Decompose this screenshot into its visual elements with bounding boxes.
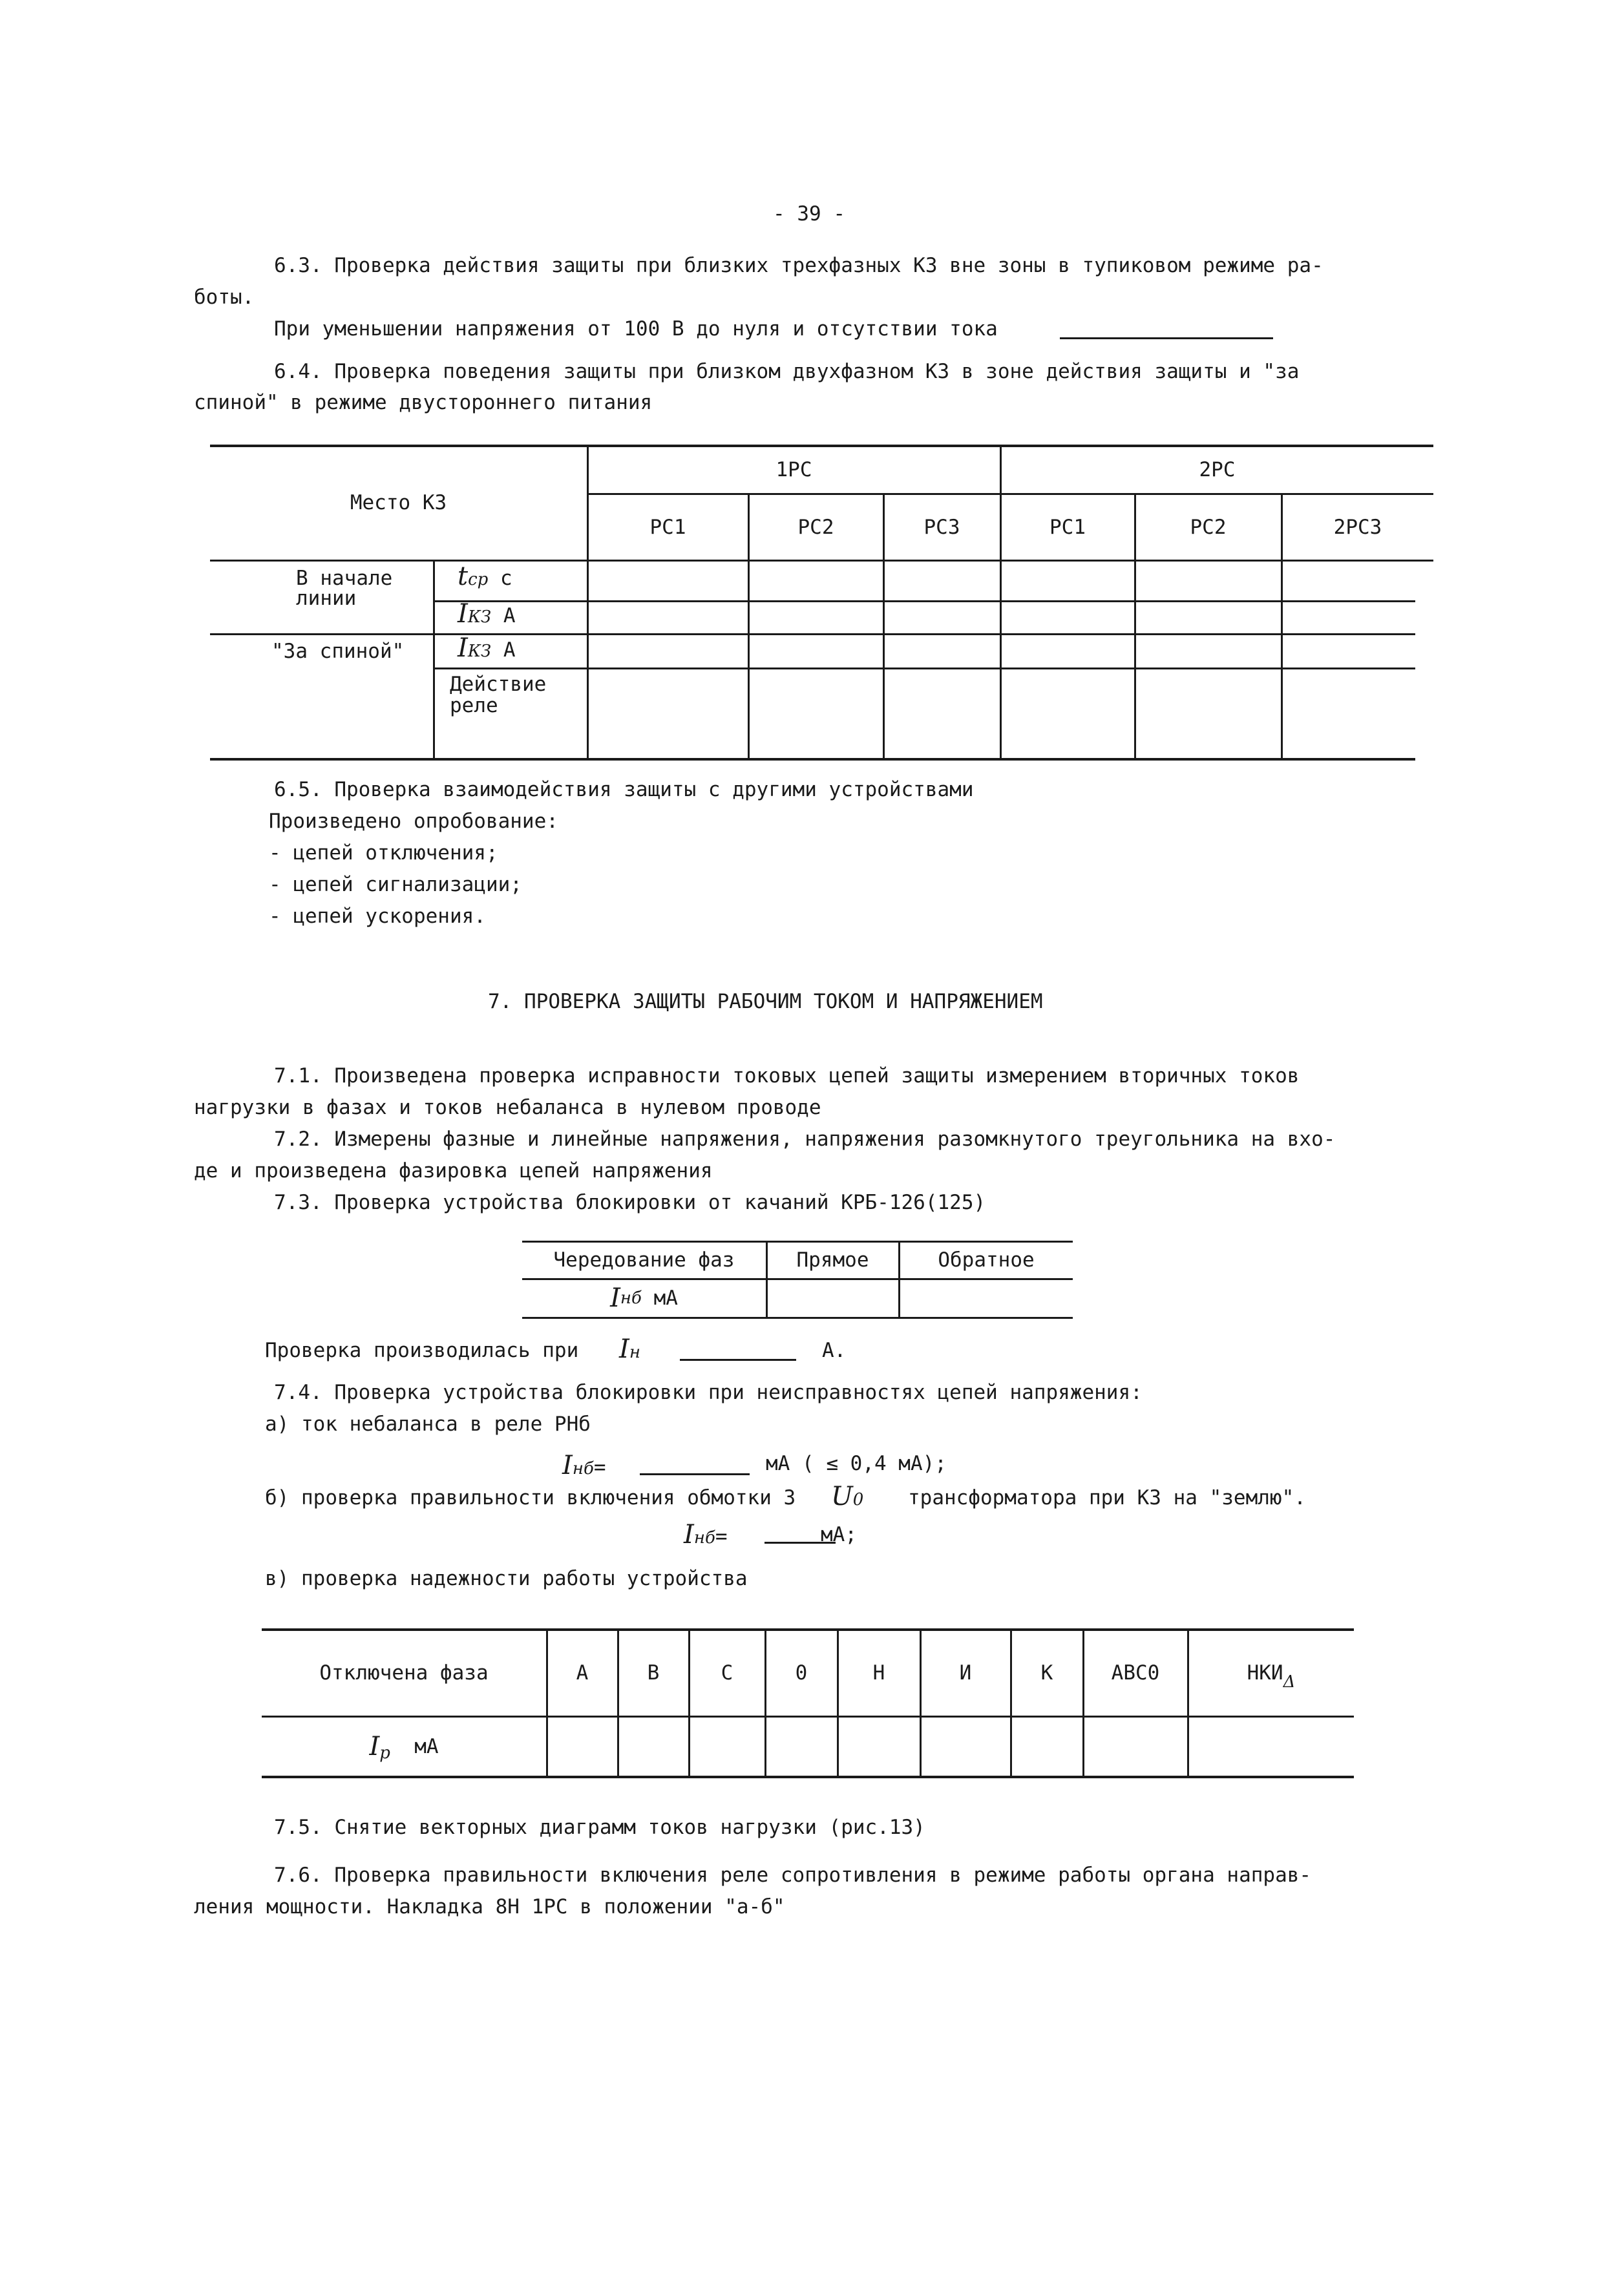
s63-line2: боты.	[194, 286, 255, 309]
t1-row-divider-1	[433, 600, 1415, 602]
s74-item-v: в) проверка надежности работы устройства	[265, 1567, 748, 1590]
section-7-title: 7. ПРОВЕРКА ЗАЩИТЫ РАБОЧИМ ТОКОМ И НАПРЯЖЕНИЕМ	[488, 990, 1043, 1013]
check-line-unit: А.	[822, 1339, 847, 1362]
s63-line1: 6.3. Проверка действия защиты при близких трехфазных КЗ вне зоны в тупиковом режиме ра-	[274, 254, 1323, 277]
t1-col-6: 2РС3	[1333, 515, 1382, 539]
s74-formula2-unit: мА;	[821, 1523, 857, 1546]
t1-bottom-border	[210, 758, 1415, 761]
s74-formula1-unit: мА ( ≤ 0,4 мА);	[766, 1452, 947, 1475]
t2-col2: Обратное	[938, 1248, 1035, 1272]
t1-group2: 2РС	[1199, 457, 1236, 481]
s74-formula1-blank	[640, 1473, 750, 1475]
s74-formula2: Iнб=	[684, 1520, 728, 1550]
t3-col-H: Н	[872, 1661, 885, 1685]
t1-row2-label: "За спиной"	[271, 640, 405, 663]
t1-col-5: РС2	[1190, 515, 1227, 539]
t1-col-4: РС1	[1049, 515, 1086, 539]
t2-bottom	[522, 1317, 1073, 1319]
t1-header-bottom	[210, 560, 1433, 562]
t3-col-0: 0	[795, 1661, 808, 1685]
t1-i-cell-1: IКЗ А	[458, 599, 516, 629]
s74-item-b-prefix: б) проверка правильности включения обмотки 3	[265, 1486, 796, 1509]
t1-t-cell: tср с	[458, 562, 512, 591]
s74-item-b-suffix: трансформатора при КЗ на "землю".	[908, 1486, 1306, 1509]
t3-header: Отключена фаза	[319, 1661, 489, 1685]
t1-row1-label: В начале линии	[296, 567, 393, 610]
s75-line: 7.5. Снятие векторных диаграмм токов нагрузки (рис.13)	[274, 1816, 925, 1839]
t1-vline-label	[433, 560, 435, 759]
s63-line3: При уменьшении напряжения от 100 В до нуля и отсутствии тока	[274, 317, 998, 341]
t1-action-label: Действие реле	[450, 673, 547, 717]
s65-line1: 6.5. Проверка взаимодействия защиты с другими устройствами	[274, 778, 974, 801]
check-line-blank	[680, 1359, 796, 1361]
s64-line2: спиной" в режиме двустороннего питания	[194, 391, 653, 414]
t1-col-2: РС2	[797, 515, 834, 539]
t3-col-C: С	[721, 1661, 733, 1685]
t3-col-I: И	[959, 1661, 972, 1685]
s64-line1: 6.4. Проверка поведения защиты при близком двухфазном КЗ в зоне действия защиты и "за	[274, 360, 1300, 383]
current-blank	[1060, 337, 1273, 339]
t3-col-ABC0: АВС0	[1111, 1661, 1160, 1685]
check-line-text: Проверка производилась при	[265, 1339, 579, 1362]
t3-col-K: К	[1040, 1661, 1053, 1685]
s65-item-3: - цепей ускорения.	[269, 905, 486, 928]
t1-place-header: Место КЗ	[350, 491, 447, 514]
t1-row-divider-2	[210, 633, 1415, 635]
s65-item-2: - цепей сигнализации;	[269, 873, 522, 896]
t1-row-divider-3	[433, 667, 1415, 669]
t1-col-1: РС1	[649, 515, 686, 539]
s65-item-1: - цепей отключения;	[269, 841, 498, 865]
s74-formula1: Iнб=	[562, 1451, 606, 1480]
s72-line2: де и произведена фазировка цепей напряжения	[194, 1159, 713, 1183]
t3-col-B: В	[647, 1661, 660, 1685]
s76-line2: ления мощности. Накладка 8Н 1РС в положении "а-б"	[194, 1895, 785, 1918]
check-line-symbol: Iн	[619, 1334, 640, 1364]
t1-group1: 1РС	[775, 457, 812, 481]
t2-row-label: I нб мА	[610, 1283, 678, 1313]
s76-line1: 7.6. Проверка правильности включения реле сопротивления в режиме работы органа направ-	[274, 1864, 1312, 1887]
s74-line1: 7.4. Проверка устройства блокировки при неисправностях цепей напряжения:	[274, 1381, 1143, 1404]
s74-item-a: а) ток небаланса в реле РНб	[265, 1413, 591, 1436]
s74-item-b-symbol: U0	[831, 1482, 864, 1511]
t2-col0: Чередование фаз	[553, 1248, 735, 1272]
t3-col-NKI: НКИ Δ	[1247, 1661, 1296, 1692]
s71-line1: 7.1. Произведена проверка исправности токовых цепей защиты измерением вторичных токов	[274, 1064, 1300, 1088]
s72-line1: 7.2. Измерены фазные и линейные напряжения, напряжения разомкнутого треугольника на вхо-	[274, 1128, 1336, 1151]
t1-col-3: РС3	[923, 515, 960, 539]
s71-line2: нагрузки в фазах и токов небаланса в нулевом проводе	[194, 1096, 821, 1119]
t3-col-A: А	[576, 1661, 589, 1685]
page-number: - 39 -	[773, 202, 845, 226]
t2-col1: Прямое	[796, 1248, 869, 1272]
t3-row-label: I р мА	[369, 1731, 439, 1763]
s73-line: 7.3. Проверка устройства блокировки от качаний КРБ-126(125)	[274, 1191, 986, 1214]
t3-bottom	[262, 1776, 1354, 1778]
s65-line2: Произведено опробование:	[269, 810, 558, 833]
t1-i-cell-2: IКЗ А	[458, 633, 516, 663]
